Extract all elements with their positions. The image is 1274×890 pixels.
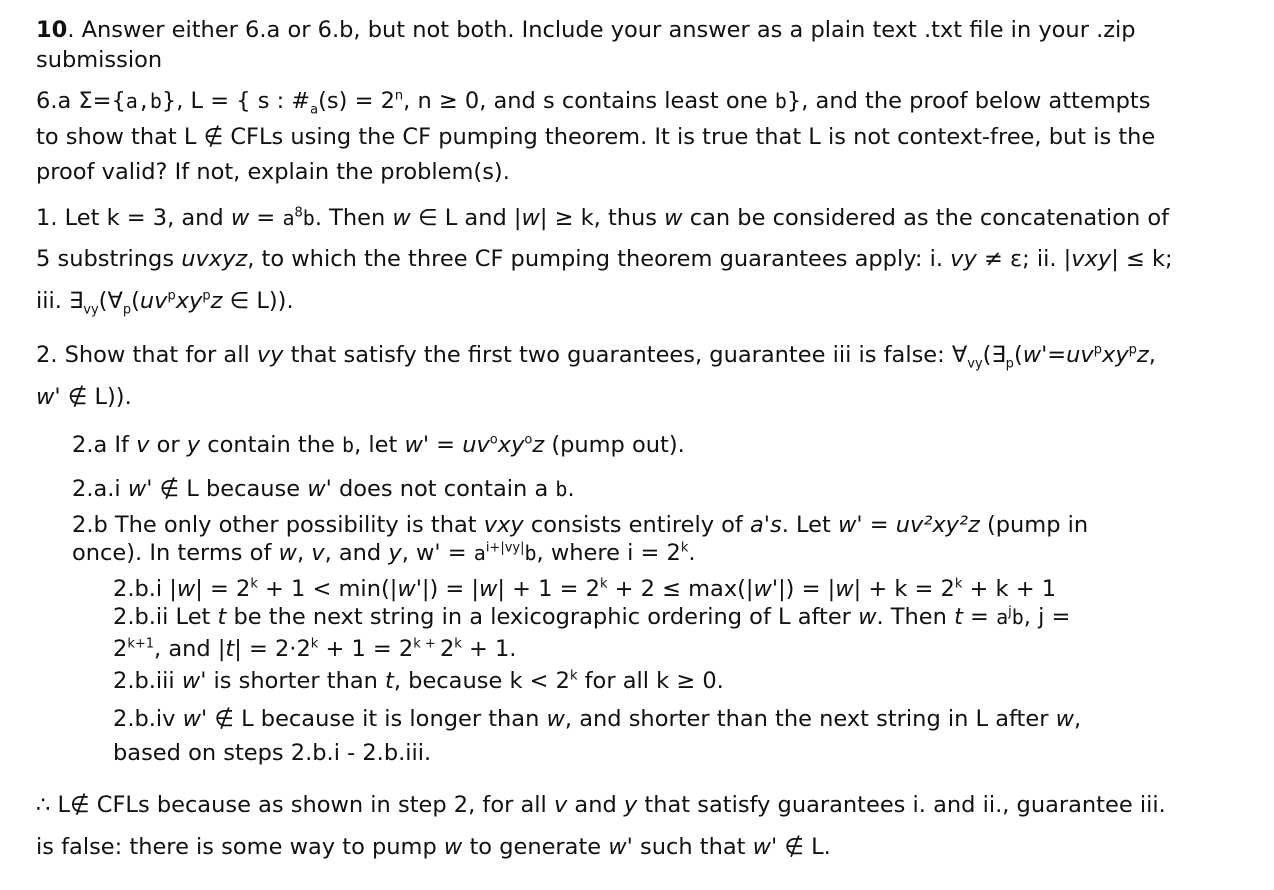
- step2biv-line1: 2.b.iv w' ∉ L because it is longer than w, and shorter than the next string in L after w,: [113, 706, 1082, 732]
- step1-line3: iii. $\exists_{vy}(\forall_p(uv^pxy^pz$ ∈ L)).: [36, 288, 294, 318]
- step2b-line1: 2.b The only other possibility is that vxy consists entirely of a's. Let w' = uv²xy²z (pump in: [72, 512, 1089, 538]
- part-6a-line3: proof valid? If not, explain the problem(s).: [36, 159, 510, 185]
- question-number: 10: [36, 17, 68, 43]
- conclusion-line2: is false: there is some way to pump w to generate w' such that w' ∉ L.: [36, 834, 831, 860]
- step2bi-line: 2.b.i $|w| = 2^k + 1 < \min(|w'|) = |w| + 1 = 2^k + 2 \le \max(|w'|) = |w| + k = 2^k + k + 1$: [113, 576, 1057, 602]
- step2ai-line: 2.a.i w' ∉ L because w' does not contain a b.: [72, 476, 575, 502]
- step2a-line: 2.a If v or y contain the b, let $w' = uv^oxy^oz$ (pump out).: [72, 432, 685, 458]
- question-intro-line2: submission: [36, 47, 163, 73]
- step2biii-line: 2.b.iii w' is shorter than t, because $k < 2^k$ for all k ≥ 0.: [113, 668, 724, 694]
- part-6a-line2: to show that L ∉ CFLs using the CF pumping theorem. It is true that L is not context-free, but is the: [36, 124, 1156, 150]
- step2biv-line2: based on steps 2.b.i - 2.b.iii.: [113, 740, 432, 766]
- step2bii-line1: 2.b.ii Let t be the next string in a lexicographic ordering of L after w. Then $t = a^jb$, j =: [113, 604, 1071, 630]
- question-intro-line1: 10. Answer either 6.a or 6.b, but not both. Include your answer as a plain text .txt file in your .zip: [36, 17, 1136, 43]
- step1-line1: 1. Let k = 3, and $w = a^8b$. Then w ∈ L and |w| ≥ k, thus w can be considered as the concatenation of: [36, 205, 1170, 231]
- step2bii-line2: $2^{k+1}$, and $|t| = 2\cdot 2^k + 1 = 2^{k +}$ $2^k + 1$.: [113, 636, 517, 662]
- step1-line2: 5 substrings uvxyz, to which the three CF pumping theorem guarantees apply: i. vy ≠ ε; ii. |vxy| ≤ k;: [36, 246, 1173, 272]
- part-6a-line1: 6.a Σ={a,b}, L = { s : $\#_a(s) = 2^n$, n ≥ 0, and s contains least one b}, and the proof below attempts: [36, 88, 1151, 118]
- step2b-line2: once). In terms of w, v, and y, $w' = a^{i+|vy|}b$, where $i = 2^k$.: [72, 540, 696, 566]
- step2-line2: w' ∉ L)).: [36, 384, 132, 410]
- conclusion-line1: ∴ L∉ CFLs because as shown in step 2, for all v and y that satisfy guarantees i. and ii., guarantee iii.: [36, 792, 1166, 818]
- step2-line1: 2. Show that for all vy that satisfy the first two guarantees, guarantee iii is false: $\forall_{vy}(\exists_p(w'=uv^pxy^pz$,: [36, 342, 1156, 372]
